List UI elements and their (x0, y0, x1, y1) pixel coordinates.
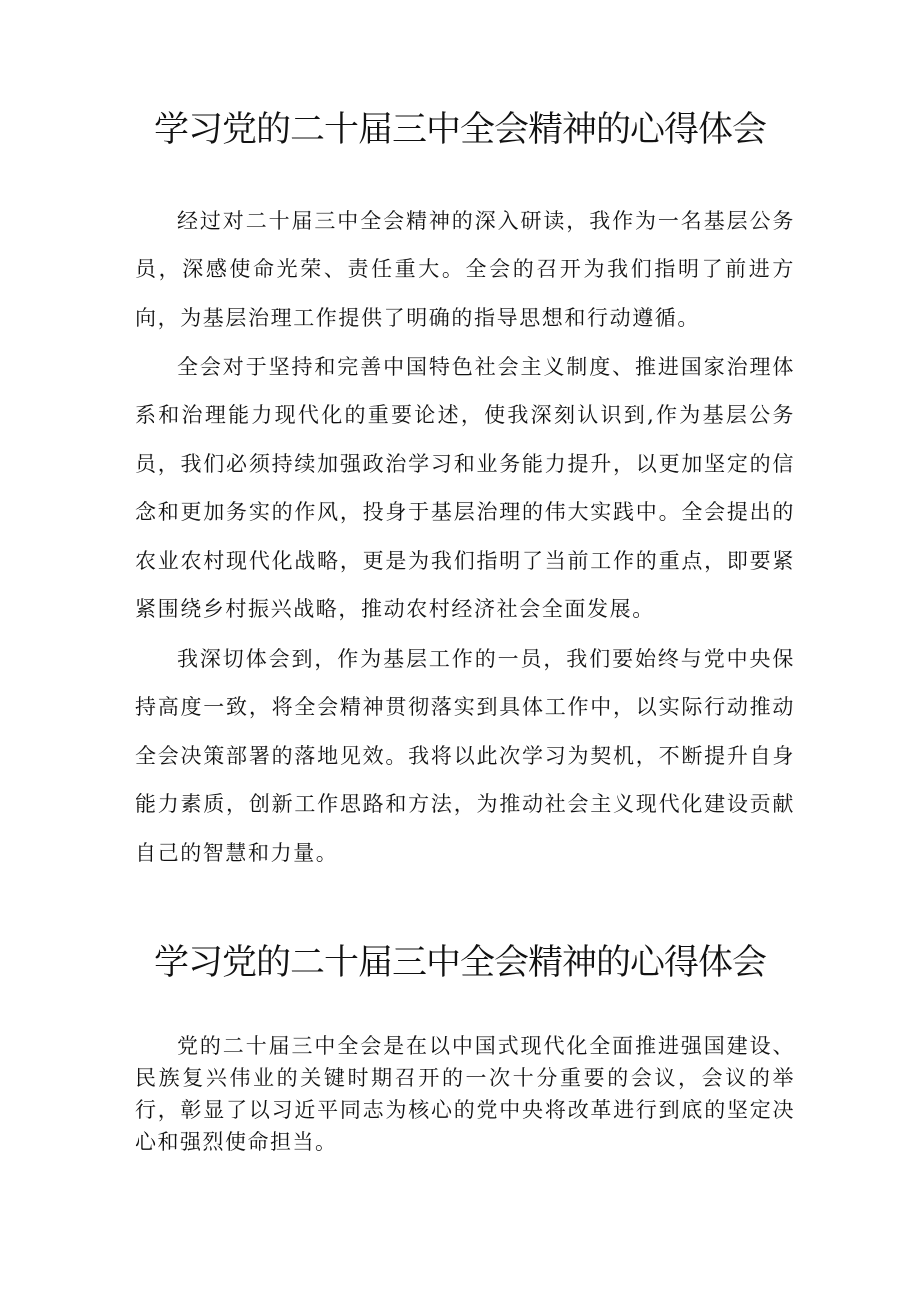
section-2-paragraph-1: 党的二十届三中全会是在以中国式现代化全面推进强国建设、民族复兴伟业的关键时期召开的一次十分重要的会议，会议的举行，彰显了以习近平同志为核心的党中央将改革进行到底的坚定决心和强烈使命担当。 (135, 1034, 795, 1154)
section-2-title: 学习党的二十届三中全会精神的心得体会 (153, 943, 766, 983)
section-1-paragraph-2: 全会对于坚持和完善中国特色社会主义制度、推进国家治理体系和治理能力现代化的重要论述，使我深刻认识到,作为基层公务员，我们必须持续加强政治学习和业务能力提升，以更加坚定的信念和更加务实的作风，投身于基层治理的伟大实践中。全会提出的农业农村现代化战略，更是为我们指明了当前工作的重点，即要紧紧围绕乡村振兴战略，推动农村经济社会全面发展。 (135, 355, 795, 622)
section-1-paragraph-3: 我深切体会到，作为基层工作的一员，我们要始终与党中央保持高度一致，将全会精神贯彻落实到具体工作中，以实际行动推动全会决策部署的落地见效。我将以此次学习为契机，不断提升自身能力素质，创新工作思路和方法，为推动社会主义现代化建设贡献自己的智慧和力量。 (135, 647, 795, 865)
section-1-title: 学习党的二十届三中全会精神的心得体会 (153, 110, 766, 150)
section-1-paragraph-1: 经过对二十届三中全会精神的深入研读，我作为一名基层公务员，深感使命光荣、责任重大。全会的召开为我们指明了前进方向，为基层治理工作提供了明确的指导思想和行动遵循。 (135, 209, 795, 330)
